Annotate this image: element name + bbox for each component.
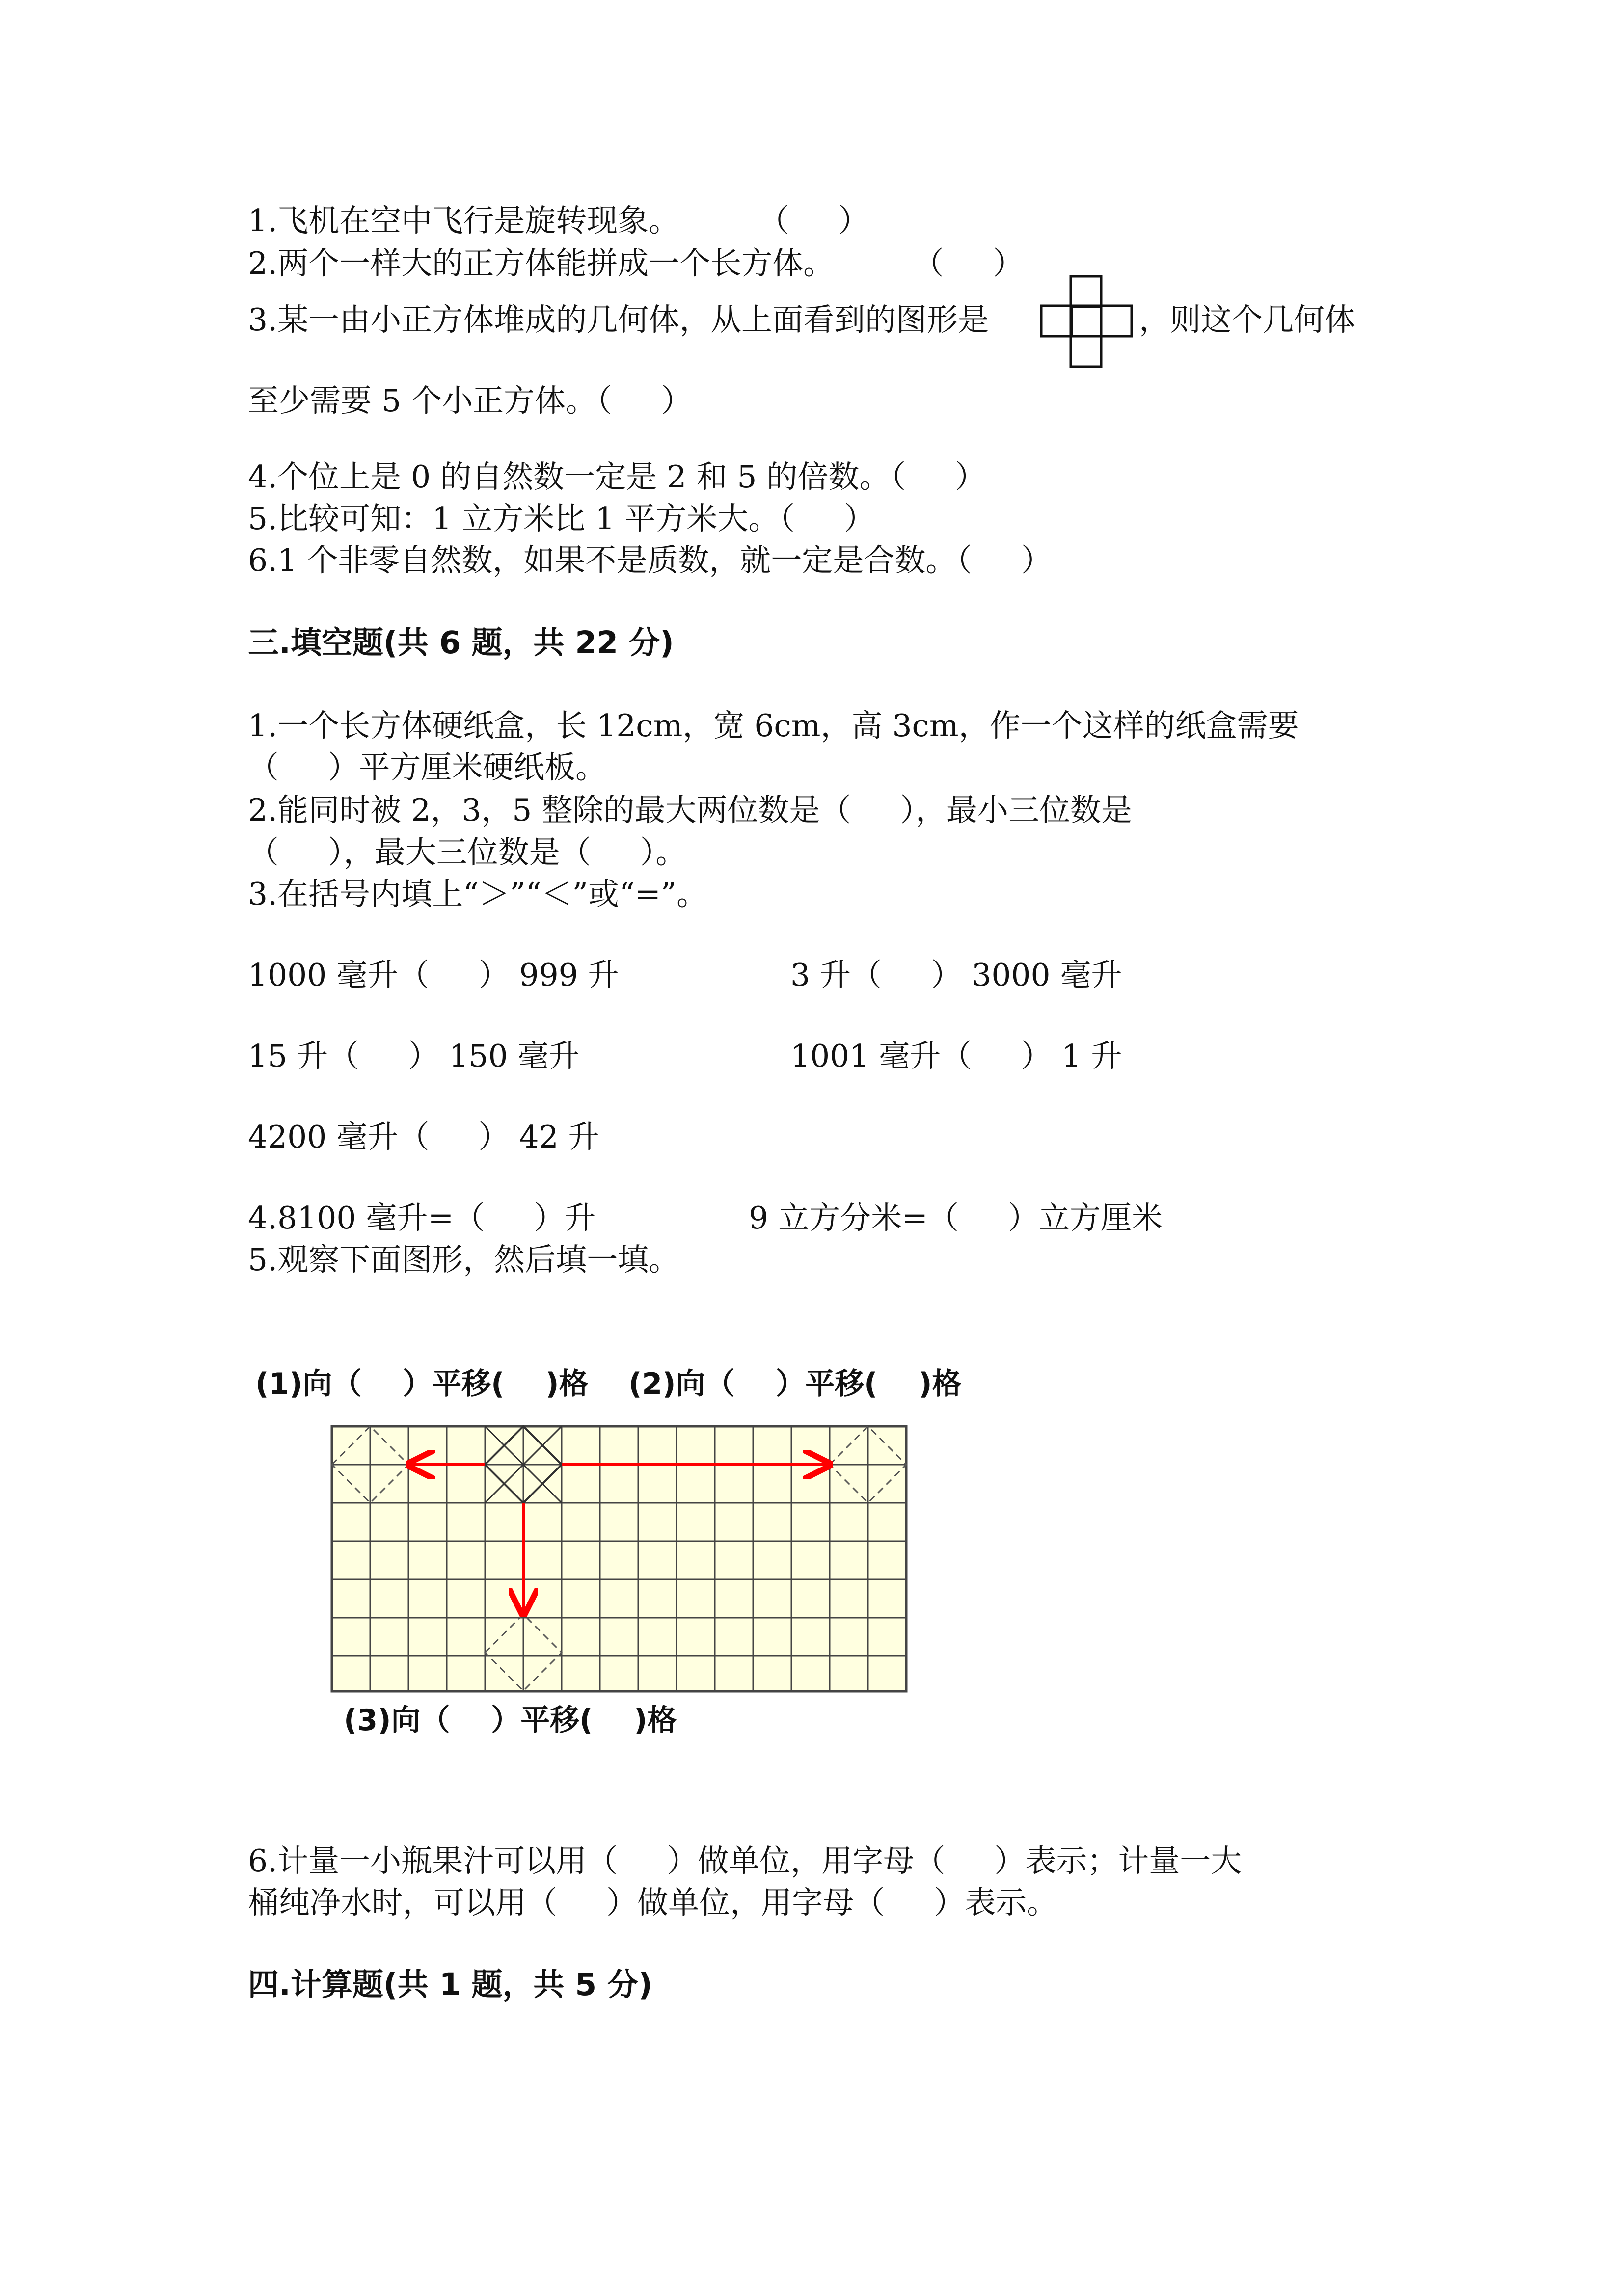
judge-question-1: 1.飞机在空中飞行是旋转现象。 （ ） [248, 203, 869, 239]
fill-question-5: 5.观察下面图形，然后填一填。 [248, 1242, 680, 1278]
compare-item-2: 3 升（ ） 3000 毫升 [790, 957, 1122, 993]
fill-question-4-part-a: 4.8100 毫升=（ ）升 [248, 1200, 596, 1236]
compare-item-1: 1000 毫升（ ） 999 升 [248, 957, 619, 993]
compare-item-3: 15 升（ ） 150 毫升 [248, 1038, 580, 1074]
figure-caption-2: (2)向（ ）平移( )格 [628, 1367, 962, 1401]
figure-caption-1: (1)向（ ）平移( )格 [255, 1367, 589, 1401]
fill-question-1-part-a: 1.一个长方体硬纸盒，长 12cm，宽 6cm，高 3cm，作一个这样的纸盒需要 [248, 708, 1299, 744]
section-4-title: 四.计算题(共 1 题，共 5 分) [248, 1967, 652, 2002]
judge-question-5: 5.比较可知：1 立方米比 1 平方米大。（ ） [248, 501, 875, 536]
fill-question-2-part-a: 2.能同时被 2，3，5 整除的最大两位数是（ ），最小三位数是 [248, 792, 1133, 828]
compare-item-5: 4200 毫升（ ） 42 升 [248, 1119, 599, 1155]
fill-question-1-part-b: （ ）平方厘米硬纸板。 [248, 749, 607, 785]
fill-question-6-part-b: 桶纯净水时，可以用（ ）做单位，用字母（ ）表示。 [248, 1885, 1058, 1921]
section-3-title: 三.填空题(共 6 题，共 22 分) [248, 625, 674, 661]
judge-question-3-part-b: ，则这个几何体 [1139, 302, 1355, 338]
judge-question-6: 6.1 个非零自然数，如果不是质数，就一定是合数。（ ） [248, 542, 1052, 578]
judge-question-3-part-a: 3.某一由小正方体堆成的几何体，从上面看到的图形是 [248, 302, 989, 338]
judge-question-2: 2.两个一样大的正方体能拼成一个长方体。 （ ） [248, 245, 1024, 281]
cross-net-icon [1040, 275, 1133, 368]
judge-question-3-part-c: 至少需要 5 个小正方体。（ ） [248, 383, 692, 419]
compare-item-4: 1001 毫升（ ） 1 升 [790, 1038, 1122, 1074]
fill-question-6-part-a: 6.计量一小瓶果汁可以用（ ）做单位，用字母（ ）表示；计量一大 [248, 1843, 1242, 1879]
fill-question-2-part-b: （ ），最大三位数是（ ）。 [248, 834, 687, 870]
judge-question-4: 4.个位上是 0 的自然数一定是 2 和 5 的倍数。（ ） [248, 459, 986, 495]
fill-question-4-part-b: 9 立方分米=（ ）立方厘米 [749, 1200, 1163, 1236]
figure-caption-3: (3)向（ ）平移( )格 [344, 1703, 677, 1737]
fill-question-3: 3.在括号内填上“＞”“＜”或“=”。 [248, 876, 708, 912]
translation-grid-figure [329, 1423, 913, 1698]
